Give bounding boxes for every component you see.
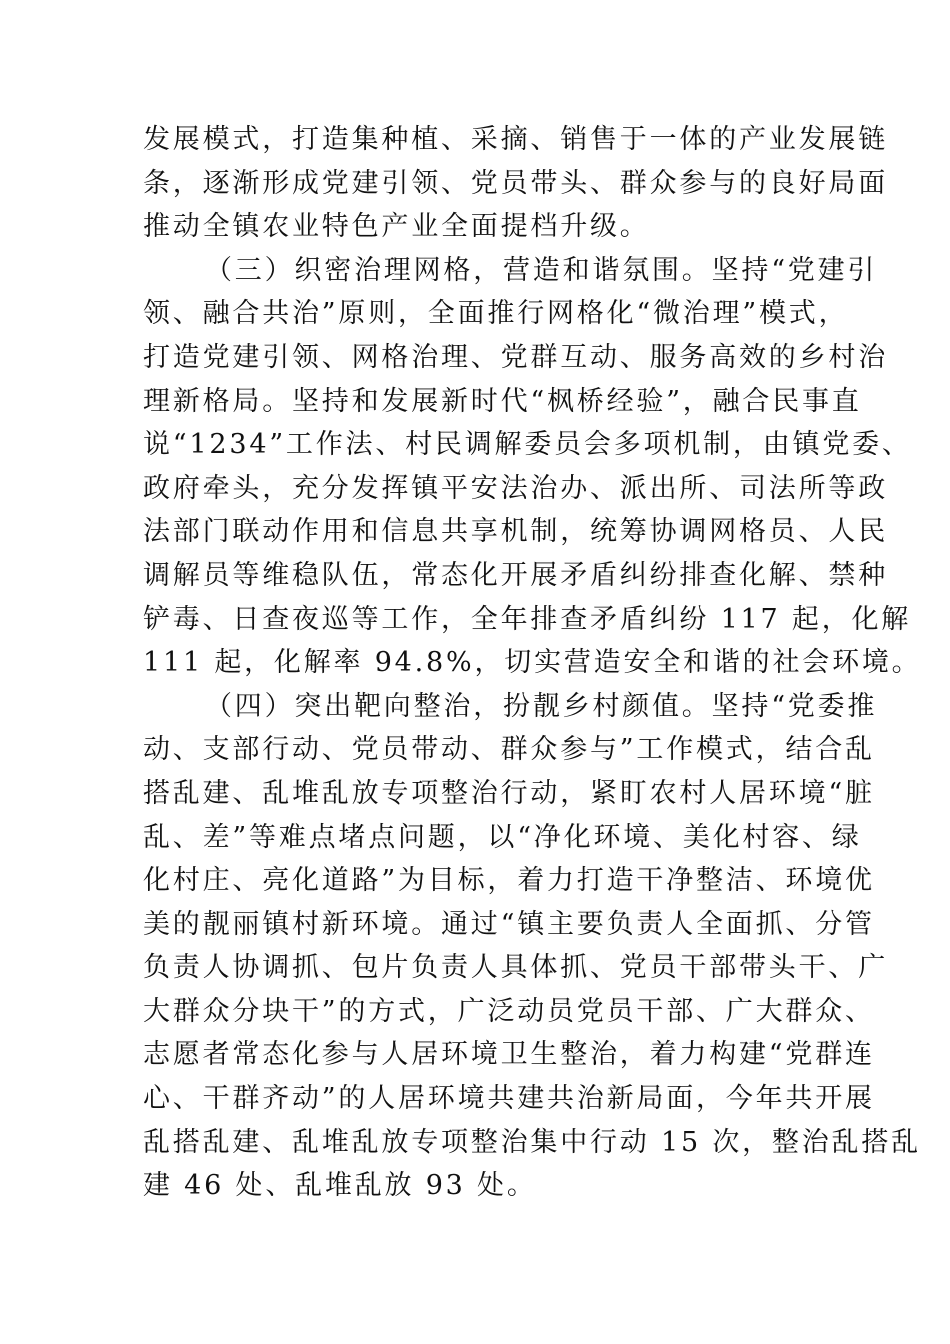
text-line: 建 46 处、乱堆乱放 93 处。 (143, 1170, 537, 1202)
text-line: 发展模式，打造集种植、采摘、销售于一体的产业发展链 (143, 124, 888, 155)
text-line: 志愿者常态化参与人居环境卫生整治，着力构建“党群连 (143, 1039, 875, 1071)
text-line: 心、干群齐动”的人居环境共建共治新局面，今年共开展 (143, 1083, 875, 1115)
text-line: 搭乱建、乱堆乱放专项整治行动，紧盯农村人居环境“脏 (143, 777, 875, 809)
text-line: 负责人协调抓、包片负责人具体抓、党员干部带头干、广 (143, 952, 888, 984)
text-line: 化村庄、亮化道路”为目标，着力打造干净整洁、环境优 (143, 865, 875, 897)
text-line: 铲毒、日查夜巡等工作，全年排查矛盾纠纷 117 起，化解 (143, 603, 912, 635)
text-line: 说“1234”工作法、村民调解委员会多项机制，由镇党委、 (143, 429, 912, 461)
text-line: 领、融合共治”原则，全面推行网格化“微治理”模式， (143, 298, 849, 330)
text-line: 打造党建引领、网格治理、党群互动、服务高效的乡村治 (143, 341, 888, 373)
text-line: 美的靓丽镇村新环境。通过“镇主要负责人全面抓、分管 (143, 908, 875, 940)
text-line: 条，逐渐形成党建引领、党员带头、群众参与的良好局面 (143, 167, 888, 199)
text-line: 政府牵头，充分发挥镇平安法治办、派出所、司法所等政 (143, 472, 888, 504)
section-heading-line: （三）织密治理网格，营造和谐氛围。坚持“党建引 (205, 254, 878, 286)
text-line: 大群众分块干”的方式，广泛动员党员干部、广大群众、 (143, 995, 875, 1027)
text-line: 理新格局。坚持和发展新时代“枫桥经验”，融合民事直 (143, 385, 862, 417)
text-line: 乱、差”等难点堵点问题，以“净化环境、美化村容、绿 (143, 821, 862, 853)
body-text (143, 118, 922, 1208)
text-line: 法部门联动作用和信息共享机制，统筹协调网格员、人民 (143, 516, 888, 548)
text-line: 乱搭乱建、乱堆乱放专项整治集中行动 15 次，整治乱搭乱 (143, 1126, 921, 1158)
text-line: 调解员等维稳队伍，常态化开展矛盾纠纷排查化解、禁种 (143, 559, 888, 591)
text-line: 推动全镇农业特色产业全面提档升级。 (143, 211, 650, 243)
text-line: 动、支部行动、党员带动、群众参与”工作模式，结合乱 (143, 734, 875, 766)
text-line: 111 起，化解率 94.8%，切实营造安全和谐的社会环境。 (143, 647, 922, 679)
section-heading-line: （四）突出靶向整治，扮靓乡村颜值。坚持“党委推 (205, 690, 878, 722)
